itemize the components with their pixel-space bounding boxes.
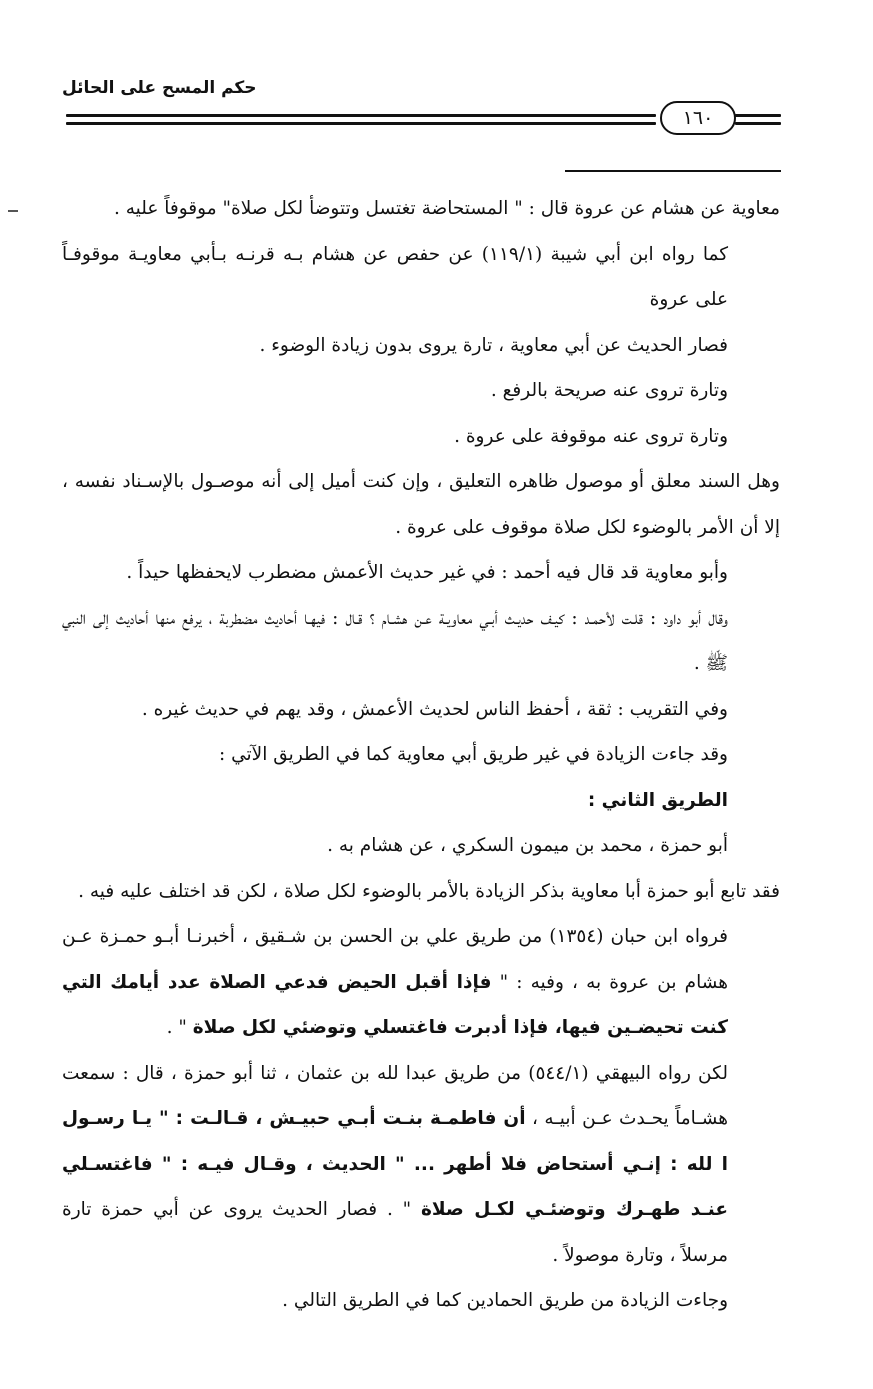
text-run: أبو حمزة ، محمد بن ميمون السكري ، عن هشام به . [327, 835, 728, 856]
text-run: وفي التقريب : ثقة ، أحفظ الناس لحديث الأعمش ، وقد يهم في حديث غيره . [141, 698, 728, 720]
text-run: " . [166, 1017, 193, 1038]
header-rule-top [66, 114, 656, 117]
paragraph [62, 368, 780, 414]
bold-text: الطريق الثاني : [587, 789, 728, 811]
bold-text: فإذا أقبل الحيض فدعي الصلاة عدد أيامك التي كنت تحيضـين فيها، فإذا أدبرت فاغتسلي وتوضئي لكل صلاة [62, 971, 728, 1038]
text-run: وجاءت الزيادة من طريق الحمادين كما في الطريق التالي . [282, 1290, 728, 1311]
paragraph [62, 550, 780, 596]
paragraph [62, 778, 780, 824]
paragraph [62, 459, 780, 550]
running-title: حكم المسح على الحائل [62, 78, 257, 98]
paragraph [62, 1278, 780, 1324]
paragraph [62, 414, 780, 460]
paragraph [62, 596, 780, 687]
text-run: وقد جاءت الزيادة في غير طريق أبي معاوية كما في الطريق الآتي : [219, 744, 728, 765]
text-run: وتارة تروى عنه موقوفة على عروة . [454, 425, 728, 447]
text-run: لكن رواه البيهقي (٥٤٤/١) من طريق عبدا لله بن عثمان ، ثنا أبو حمزة ، قال : سمعت هشـاماً يحـدث عـن أبيـه ، [62, 1062, 728, 1129]
header-rule-top-right [735, 114, 781, 117]
bold-text: أن فاطمـة بنـت أبـي حبيـش ، قـالـت : " يـا رسـول ا لله : إنـي أستحاض فلا أطهر ... " الحديث ، وقـال فيـه : " فاغتسـلي عنـد طهـرك وتوضئـي لكـل صلاة [62, 1108, 728, 1220]
paragraph [62, 687, 780, 733]
paragraph [62, 869, 780, 915]
paragraph [62, 232, 780, 323]
header-rule-bottom [66, 122, 656, 125]
text-run: فصار الحديث عن أبي معاوية ، تارة يروى بدون زيادة الوضوء . [259, 334, 728, 356]
text-run: فرواه ابن حبان (١٣٥٤) من طريق علي بن الحسن بن شـقيق ، أخبرنـا أبـو حمـزة عـن هشام بن عروة به ، وفيه : " [62, 926, 728, 993]
paragraph [62, 323, 780, 369]
continuation-rule [565, 170, 781, 172]
paragraph [62, 914, 780, 1051]
text-run: وتارة تروى عنه صريحة بالرفع . [490, 380, 728, 401]
margin-mark [8, 210, 18, 212]
paragraph [62, 1051, 780, 1279]
body-text [62, 186, 780, 1324]
text-run: معاوية عن هشام عن عروة قال : " المستحاضة تغتسل وتتوضأ لكل صلاة" موقوفاً عليه . [113, 198, 780, 219]
text-run: " . فصار الحديث يروى عن أبي حمزة تارة مرسلاً ، وتارة موصولاً . [62, 1199, 728, 1266]
paragraph [62, 823, 780, 869]
text-run: وقال أبو داود : قلـت لأحمـد : كيـف حديـث أبـي معاويـة عـن هشـام ؟ قـال : فيهـا أحاديث مضطربة ، يرفع منها أحاديث إلى النبي ﷺ . [62, 607, 728, 674]
text-run: وهل السند معلق أو موصول ظاهره التعليق ، وإن كنت أميل إلى أنه موصـول بالإسـناد نفسه ، إلا أن الأمر بالوضوء لكل صلاة موقوف على عروة . [62, 471, 780, 538]
text-run: فقد تابع أبو حمزة أبا معاوية بذكر الزيادة بالأمر بالوضوء لكل صلاة ، لكن قد اختلف عليه فيه . [78, 880, 780, 902]
text-run: كما رواه ابن أبي شيبة (١١٩/١) عن حفص عن هشام بـه قرنـه بـأبي معاويـة موقوفـاً على عروة [62, 243, 729, 310]
paragraph [62, 732, 780, 778]
header-rule-bottom-right [735, 122, 781, 125]
text-run: وأبو معاوية قد قال فيه أحمد : في غير حديث الأعمش مضطرب لايحفظها حيداً . [126, 562, 728, 583]
page-number: ١٦٠ [660, 101, 736, 135]
paragraph [62, 186, 780, 232]
